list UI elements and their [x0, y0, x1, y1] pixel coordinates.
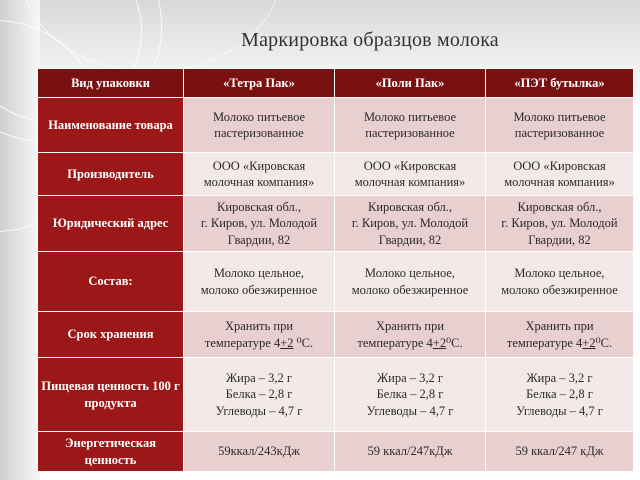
- table-cell: [184, 153, 335, 196]
- header-packaging-type: Вид упаковки: [38, 69, 184, 98]
- cell-line: Молоко питьевое: [513, 109, 606, 124]
- table-row: [38, 196, 634, 252]
- cell-line: ООО «Кировская: [513, 158, 606, 173]
- table-cell: [335, 252, 486, 312]
- cell-line: Хранить при: [375, 319, 445, 334]
- cell-line: Жира – 3,2 г: [526, 371, 593, 386]
- table-cell: [335, 153, 486, 196]
- temperature-text: температуре 4: [357, 335, 433, 350]
- cell-line: Углеводы – 4,7 г: [516, 403, 603, 418]
- cell-line: Белка – 2,8 г: [526, 387, 593, 402]
- cell-line: Кировская обл.,: [368, 200, 452, 215]
- cell-line: Молоко питьевое: [363, 109, 457, 124]
- header-poly-pak: «Поли Пак»: [335, 69, 486, 98]
- cell-line: г. Киров, ул. Молодой: [501, 216, 618, 231]
- cell-line: ООО «Кировская: [363, 158, 457, 173]
- temperature-text: температуре 4: [204, 335, 281, 350]
- table-cell: [335, 98, 486, 153]
- table-cell: [486, 196, 634, 252]
- degree-text: ⁰С.: [595, 335, 613, 350]
- degree-text: ⁰С.: [446, 335, 463, 350]
- table-cell: [486, 358, 634, 432]
- plus-minus-text: +2: [582, 335, 596, 350]
- degree-text: ⁰С.: [293, 335, 314, 350]
- table-cell: [486, 153, 634, 196]
- cell-line: Жира – 3,2 г: [225, 371, 293, 386]
- row-label-energy-value: Энергетическая ценность: [38, 432, 184, 472]
- milk-labeling-table: [37, 68, 634, 472]
- cell-line: Хранить при: [224, 319, 294, 334]
- header-tetra-pak: «Тетра Пак»: [184, 69, 335, 98]
- cell-line: г. Киров, ул. Молодой: [351, 216, 469, 231]
- table-cell: [184, 312, 335, 358]
- table-row: [38, 432, 634, 472]
- table-cell: [335, 196, 486, 252]
- cell-line: Углеводы – 4,7 г: [366, 403, 454, 418]
- table-cell: [184, 252, 335, 312]
- row-label-product-name: Наименование товара: [38, 98, 184, 153]
- cell-line: [489, 335, 630, 351]
- row-label-manufacturer: Производитель: [38, 153, 184, 196]
- table-cell: [486, 252, 634, 312]
- cell-line: Белка – 2,8 г: [225, 387, 293, 402]
- table-row: [38, 358, 634, 432]
- table-cell: [184, 358, 335, 432]
- cell-line: Гвардии, 82: [227, 232, 291, 247]
- plus-minus-text: +2: [432, 335, 447, 350]
- cell-line: молочная компания»: [504, 175, 615, 189]
- cell-line: пастеризованное: [214, 126, 304, 140]
- table-cell: [184, 196, 335, 252]
- cell-line: [338, 335, 482, 351]
- cell-line: молочная компания»: [203, 175, 315, 189]
- cell-line: Молоко цельное,: [514, 266, 605, 281]
- cell-line: Молоко цельное,: [213, 266, 305, 281]
- table-cell: 59ккал/243кДж: [184, 432, 335, 472]
- row-label-legal-address: Юридический адрес: [38, 196, 184, 252]
- header-pet-bottle: «ПЭТ бутылка»: [486, 69, 634, 98]
- table-cell: 59 ккал/247 кДж: [486, 432, 634, 472]
- cell-line: Белка – 2,8 г: [376, 387, 444, 402]
- plus-minus-text: +2: [280, 335, 294, 350]
- cell-line: ООО «Кировская: [212, 158, 306, 173]
- table-cell: [184, 98, 335, 153]
- cell-line: Гвардии, 82: [378, 232, 442, 247]
- table-header-row: [38, 69, 634, 98]
- table-row: [38, 153, 634, 196]
- cell-line: [187, 335, 331, 351]
- table-row: [38, 312, 634, 358]
- cell-line: Кировская обл.,: [217, 200, 301, 215]
- cell-line: Кировская обл.,: [517, 200, 602, 215]
- table-cell: [486, 98, 634, 153]
- table-cell: [335, 312, 486, 358]
- row-label-composition: Состав:: [38, 252, 184, 312]
- temperature-text: температуре 4: [506, 335, 583, 350]
- cell-line: Хранить при: [525, 319, 594, 334]
- cell-line: молочная компания»: [354, 175, 466, 189]
- table-row: [38, 98, 634, 153]
- cell-line: молоко обезжиренное: [501, 282, 618, 297]
- cell-line: молоко обезжиренное: [200, 282, 318, 297]
- cell-line: Углеводы – 4,7 г: [215, 403, 303, 418]
- cell-line: Гвардии, 82: [528, 232, 591, 247]
- cell-line: Молоко цельное,: [364, 266, 456, 281]
- cell-line: Молоко питьевое: [212, 109, 306, 124]
- row-label-nutrition: Пищевая ценность 100 г продукта: [38, 358, 184, 432]
- cell-line: Жира – 3,2 г: [376, 371, 444, 386]
- row-label-shelf-life: Срок хранения: [38, 312, 184, 358]
- table-row: [38, 252, 634, 312]
- table-cell: [335, 358, 486, 432]
- cell-line: молоко обезжиренное: [351, 282, 469, 297]
- table-cell: 59 ккал/247кДж: [335, 432, 486, 472]
- slide-title: Маркировка образцов молока: [241, 29, 499, 51]
- table-cell: [486, 312, 634, 358]
- cell-line: пастеризованное: [365, 126, 455, 140]
- cell-line: пастеризованное: [514, 126, 605, 140]
- cell-line: г. Киров, ул. Молодой: [200, 216, 318, 231]
